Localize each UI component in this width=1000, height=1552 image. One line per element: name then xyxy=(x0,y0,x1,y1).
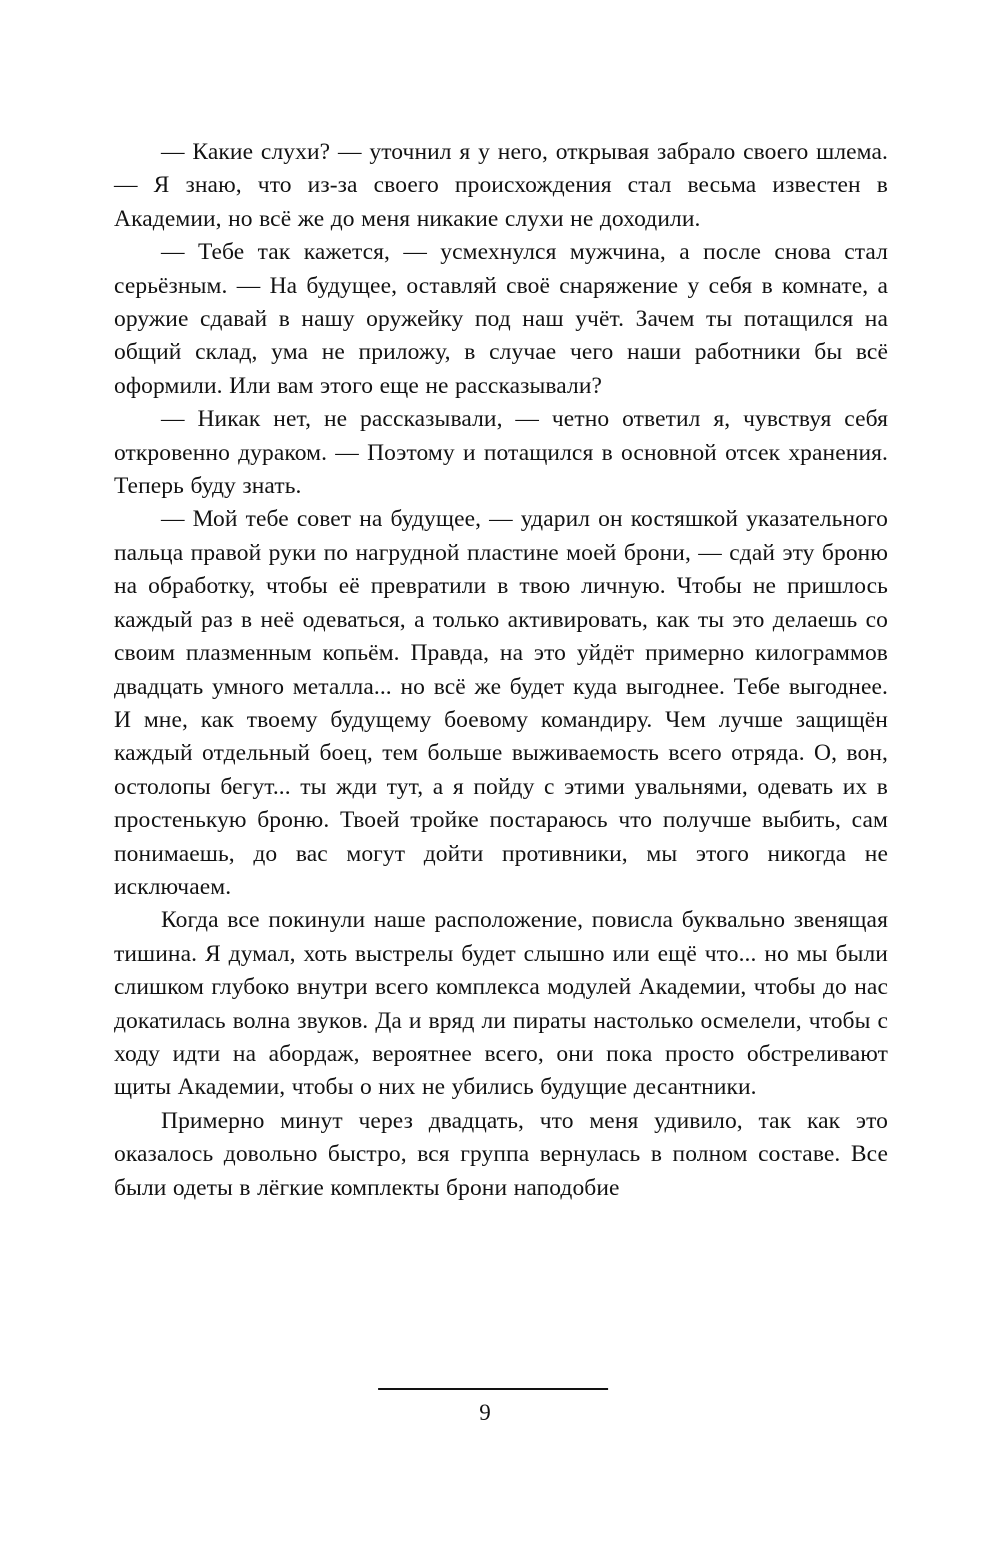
paragraph: — Тебе так кажется, — усмехнулся мужчина, а после снова стал серьёзным. — На будущее, оставляй своё снаряжение у себя в комнате, а оружие сдавай в нашу оружейку под наш учёт. Зачем ты потащился на общий склад, ума не приложу, в случае чего наши работники бы всё оформили. Или вам этого еще не рассказывали? xyxy=(114,239,888,399)
paragraph: — Мой тебе совет на будущее, — ударил он костяшкой указательного пальца правой руки по нагрудной пластине моей брони, — сдай эту броню на обработку, чтобы её превратили в твою личную. Чтобы не пришлось каждый раз в неё одеваться, а только активировать, как ты это делаешь со своим плазменным копьём. Правда, на это уйдёт примерно килограммов двадцать умного металла... но всё же будет куда выгоднее. Тебе выгоднее. И мне, как твоему будущему боевому командиру. Чем лучше защищён каждый отдельный боец, тем больше выживаемость всего отряда. О, вон, остолопы бегут... ты жди тут, а я пойду с этими увальнями, одевать их в простенькую броню. Твоей тройке постараюсь что получше выбить, сам понимаешь, до вас могут дойти противники, мы этого никогда не исключаем. xyxy=(114,506,888,900)
paragraph: Примерно минут через двадцать, что меня удивило, так как это оказалось довольно быстро, вся группа вернулась в полном составе. Все были одеты в лёгкие комплекты брони наподобие xyxy=(114,1107,888,1201)
paragraph: — Какие слухи? — уточнил я у него, открывая забрало своего шлема. — Я знаю, что из-за своего происхождения стал весьма известен в Академии, но всё же до меня никакие слухи не доходили. xyxy=(114,139,888,232)
paragraph: Когда все покинули наше расположение, повисла буквально звенящая тишина. Я думал, хоть выстрелы будет слышно или ещё что... но мы были слишком глубоко внутри всего комплекса модулей Академии, чтобы до нас докатилась волна звуков. Да и вряд ли пираты настолько осмелели, чтобы с ходу идти на абордаж, вероятнее всего, они пока просто обстреливают щиты Академии, чтобы о них не убились будущие десантники. xyxy=(114,907,888,1101)
paragraph: — Никак нет, не рассказывали, — четно ответил я, чувствуя себя откровенно дураком. — Поэтому и потащился в основной отсек хранения. Теперь буду знать. xyxy=(114,406,888,500)
footer-divider xyxy=(378,1388,608,1390)
page-text xyxy=(114,136,888,1205)
page-number: 9 xyxy=(479,1400,491,1425)
